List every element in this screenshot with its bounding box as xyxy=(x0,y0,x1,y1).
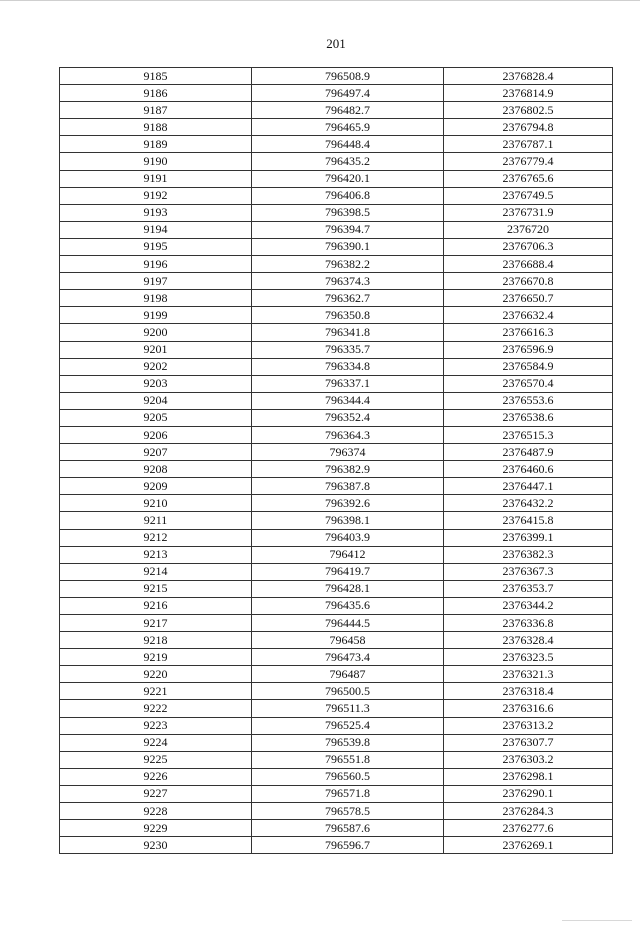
y-coordinate-cell: 2376596.9 xyxy=(444,341,613,358)
x-coordinate-cell: 796394.7 xyxy=(252,221,444,238)
table-row xyxy=(60,461,613,478)
x-coordinate-cell: 796571.8 xyxy=(252,785,444,802)
y-coordinate-cell: 2376670.8 xyxy=(444,273,613,290)
x-coordinate-cell: 796362.7 xyxy=(252,290,444,307)
point-number-cell: 9194 xyxy=(60,221,252,238)
y-coordinate-cell: 2376313.2 xyxy=(444,717,613,734)
point-number-cell: 9226 xyxy=(60,768,252,785)
table-row xyxy=(60,649,613,666)
y-coordinate-cell: 2376828.4 xyxy=(444,68,613,85)
y-coordinate-cell: 2376814.9 xyxy=(444,85,613,102)
point-number-cell: 9209 xyxy=(60,478,252,495)
x-coordinate-cell: 796525.4 xyxy=(252,717,444,734)
x-coordinate-cell: 796473.4 xyxy=(252,649,444,666)
point-number-cell: 9188 xyxy=(60,119,252,136)
table-row xyxy=(60,238,613,255)
point-number-cell: 9210 xyxy=(60,495,252,512)
y-coordinate-cell: 2376399.1 xyxy=(444,529,613,546)
point-number-cell: 9228 xyxy=(60,803,252,820)
point-number-cell: 9192 xyxy=(60,187,252,204)
y-coordinate-cell: 2376415.8 xyxy=(444,512,613,529)
y-coordinate-cell: 2376765.6 xyxy=(444,170,613,187)
table-row xyxy=(60,837,613,854)
table-row xyxy=(60,119,613,136)
table-row xyxy=(60,580,613,597)
point-number-cell: 9220 xyxy=(60,666,252,683)
point-number-cell: 9185 xyxy=(60,68,252,85)
x-coordinate-cell: 796398.1 xyxy=(252,512,444,529)
point-number-cell: 9224 xyxy=(60,734,252,751)
y-coordinate-cell: 2376706.3 xyxy=(444,238,613,255)
x-coordinate-cell: 796419.7 xyxy=(252,563,444,580)
x-coordinate-cell: 796420.1 xyxy=(252,170,444,187)
table-row xyxy=(60,803,613,820)
x-coordinate-cell: 796398.5 xyxy=(252,204,444,221)
y-coordinate-cell: 2376720 xyxy=(444,221,613,238)
x-coordinate-cell: 796337.1 xyxy=(252,375,444,392)
table-row xyxy=(60,563,613,580)
point-number-cell: 9223 xyxy=(60,717,252,734)
x-coordinate-cell: 796539.8 xyxy=(252,734,444,751)
table-row xyxy=(60,734,613,751)
point-number-cell: 9225 xyxy=(60,751,252,768)
y-coordinate-cell: 2376802.5 xyxy=(444,102,613,119)
table-row xyxy=(60,324,613,341)
bottom-rule xyxy=(562,920,632,921)
point-number-cell: 9208 xyxy=(60,461,252,478)
x-coordinate-cell: 796387.8 xyxy=(252,478,444,495)
point-number-cell: 9186 xyxy=(60,85,252,102)
table-row xyxy=(60,426,613,443)
y-coordinate-cell: 2376303.2 xyxy=(444,751,613,768)
table-row xyxy=(60,256,613,273)
point-number-cell: 9196 xyxy=(60,256,252,273)
y-coordinate-cell: 2376336.8 xyxy=(444,615,613,632)
y-coordinate-cell: 2376307.7 xyxy=(444,734,613,751)
x-coordinate-cell: 796578.5 xyxy=(252,803,444,820)
table-row xyxy=(60,820,613,837)
coordinates-table xyxy=(59,67,613,854)
y-coordinate-cell: 2376538.6 xyxy=(444,409,613,426)
table-row xyxy=(60,204,613,221)
y-coordinate-cell: 2376353.7 xyxy=(444,580,613,597)
point-number-cell: 9219 xyxy=(60,649,252,666)
x-coordinate-cell: 796344.4 xyxy=(252,392,444,409)
table-row xyxy=(60,136,613,153)
x-coordinate-cell: 796596.7 xyxy=(252,837,444,854)
x-coordinate-cell: 796551.8 xyxy=(252,751,444,768)
table-row xyxy=(60,85,613,102)
table-row xyxy=(60,478,613,495)
point-number-cell: 9190 xyxy=(60,153,252,170)
x-coordinate-cell: 796374.3 xyxy=(252,273,444,290)
table-row xyxy=(60,290,613,307)
table-row xyxy=(60,392,613,409)
page-number: 201 xyxy=(326,36,346,51)
y-coordinate-cell: 2376432.2 xyxy=(444,495,613,512)
y-coordinate-cell: 2376318.4 xyxy=(444,683,613,700)
point-number-cell: 9212 xyxy=(60,529,252,546)
point-number-cell: 9197 xyxy=(60,273,252,290)
point-number-cell: 9227 xyxy=(60,785,252,802)
point-number-cell: 9207 xyxy=(60,444,252,461)
x-coordinate-cell: 796508.9 xyxy=(252,68,444,85)
x-coordinate-cell: 796382.9 xyxy=(252,461,444,478)
y-coordinate-cell: 2376487.9 xyxy=(444,444,613,461)
table-row xyxy=(60,273,613,290)
point-number-cell: 9195 xyxy=(60,238,252,255)
y-coordinate-cell: 2376749.5 xyxy=(444,187,613,204)
point-number-cell: 9199 xyxy=(60,307,252,324)
table-row xyxy=(60,495,613,512)
x-coordinate-cell: 796382.2 xyxy=(252,256,444,273)
table-row xyxy=(60,615,613,632)
table-row xyxy=(60,546,613,563)
x-coordinate-cell: 796341.8 xyxy=(252,324,444,341)
x-coordinate-cell: 796335.7 xyxy=(252,341,444,358)
point-number-cell: 9204 xyxy=(60,392,252,409)
table-row xyxy=(60,409,613,426)
y-coordinate-cell: 2376460.6 xyxy=(444,461,613,478)
x-coordinate-cell: 796392.6 xyxy=(252,495,444,512)
table-row xyxy=(60,153,613,170)
table-row xyxy=(60,102,613,119)
y-coordinate-cell: 2376298.1 xyxy=(444,768,613,785)
y-coordinate-cell: 2376688.4 xyxy=(444,256,613,273)
point-number-cell: 9202 xyxy=(60,358,252,375)
y-coordinate-cell: 2376284.3 xyxy=(444,803,613,820)
table-row xyxy=(60,221,613,238)
y-coordinate-cell: 2376779.4 xyxy=(444,153,613,170)
table-row xyxy=(60,358,613,375)
point-number-cell: 9187 xyxy=(60,102,252,119)
point-number-cell: 9193 xyxy=(60,204,252,221)
table-row xyxy=(60,529,613,546)
point-number-cell: 9215 xyxy=(60,580,252,597)
coordinates-table-body xyxy=(60,68,613,854)
table-row xyxy=(60,512,613,529)
table-row xyxy=(60,307,613,324)
point-number-cell: 9198 xyxy=(60,290,252,307)
table-row xyxy=(60,683,613,700)
point-number-cell: 9201 xyxy=(60,341,252,358)
y-coordinate-cell: 2376650.7 xyxy=(444,290,613,307)
table-row xyxy=(60,444,613,461)
table-row xyxy=(60,341,613,358)
y-coordinate-cell: 2376344.2 xyxy=(444,597,613,614)
y-coordinate-cell: 2376570.4 xyxy=(444,375,613,392)
x-coordinate-cell: 796511.3 xyxy=(252,700,444,717)
x-coordinate-cell: 796364.3 xyxy=(252,426,444,443)
y-coordinate-cell: 2376367.3 xyxy=(444,563,613,580)
table-row xyxy=(60,597,613,614)
point-number-cell: 9213 xyxy=(60,546,252,563)
x-coordinate-cell: 796352.4 xyxy=(252,409,444,426)
point-number-cell: 9206 xyxy=(60,426,252,443)
y-coordinate-cell: 2376290.1 xyxy=(444,785,613,802)
y-coordinate-cell: 2376553.6 xyxy=(444,392,613,409)
x-coordinate-cell: 796406.8 xyxy=(252,187,444,204)
point-number-cell: 9205 xyxy=(60,409,252,426)
table-row xyxy=(60,187,613,204)
x-coordinate-cell: 796482.7 xyxy=(252,102,444,119)
y-coordinate-cell: 2376794.8 xyxy=(444,119,613,136)
x-coordinate-cell: 796390.1 xyxy=(252,238,444,255)
point-number-cell: 9230 xyxy=(60,837,252,854)
y-coordinate-cell: 2376328.4 xyxy=(444,632,613,649)
table-row xyxy=(60,68,613,85)
x-coordinate-cell: 796560.5 xyxy=(252,768,444,785)
top-rule xyxy=(0,0,640,1)
y-coordinate-cell: 2376269.1 xyxy=(444,837,613,854)
y-coordinate-cell: 2376447.1 xyxy=(444,478,613,495)
y-coordinate-cell: 2376321.3 xyxy=(444,666,613,683)
x-coordinate-cell: 796350.8 xyxy=(252,307,444,324)
x-coordinate-cell: 796435.6 xyxy=(252,597,444,614)
y-coordinate-cell: 2376382.3 xyxy=(444,546,613,563)
table-row xyxy=(60,666,613,683)
point-number-cell: 9200 xyxy=(60,324,252,341)
y-coordinate-cell: 2376787.1 xyxy=(444,136,613,153)
x-coordinate-cell: 796412 xyxy=(252,546,444,563)
y-coordinate-cell: 2376731.9 xyxy=(444,204,613,221)
x-coordinate-cell: 796428.1 xyxy=(252,580,444,597)
x-coordinate-cell: 796374 xyxy=(252,444,444,461)
y-coordinate-cell: 2376323.5 xyxy=(444,649,613,666)
x-coordinate-cell: 796458 xyxy=(252,632,444,649)
point-number-cell: 9216 xyxy=(60,597,252,614)
table-row xyxy=(60,375,613,392)
point-number-cell: 9211 xyxy=(60,512,252,529)
point-number-cell: 9221 xyxy=(60,683,252,700)
point-number-cell: 9229 xyxy=(60,820,252,837)
x-coordinate-cell: 796587.6 xyxy=(252,820,444,837)
point-number-cell: 9218 xyxy=(60,632,252,649)
x-coordinate-cell: 796500.5 xyxy=(252,683,444,700)
point-number-cell: 9203 xyxy=(60,375,252,392)
x-coordinate-cell: 796403.9 xyxy=(252,529,444,546)
x-coordinate-cell: 796448.4 xyxy=(252,136,444,153)
x-coordinate-cell: 796435.2 xyxy=(252,153,444,170)
table-row xyxy=(60,751,613,768)
point-number-cell: 9217 xyxy=(60,615,252,632)
y-coordinate-cell: 2376616.3 xyxy=(444,324,613,341)
table-row xyxy=(60,170,613,187)
x-coordinate-cell: 796334.8 xyxy=(252,358,444,375)
table-row xyxy=(60,700,613,717)
point-number-cell: 9222 xyxy=(60,700,252,717)
x-coordinate-cell: 796444.5 xyxy=(252,615,444,632)
y-coordinate-cell: 2376584.9 xyxy=(444,358,613,375)
point-number-cell: 9189 xyxy=(60,136,252,153)
y-coordinate-cell: 2376316.6 xyxy=(444,700,613,717)
y-coordinate-cell: 2376632.4 xyxy=(444,307,613,324)
y-coordinate-cell: 2376515.3 xyxy=(444,426,613,443)
table-row xyxy=(60,632,613,649)
y-coordinate-cell: 2376277.6 xyxy=(444,820,613,837)
table-row xyxy=(60,768,613,785)
x-coordinate-cell: 796497.4 xyxy=(252,85,444,102)
point-number-cell: 9214 xyxy=(60,563,252,580)
point-number-cell: 9191 xyxy=(60,170,252,187)
table-row xyxy=(60,785,613,802)
x-coordinate-cell: 796465.9 xyxy=(252,119,444,136)
table-row xyxy=(60,717,613,734)
x-coordinate-cell: 796487 xyxy=(252,666,444,683)
